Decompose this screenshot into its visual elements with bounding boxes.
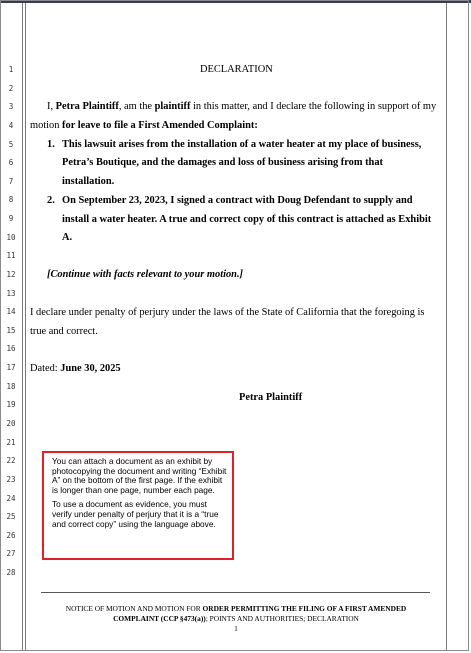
margin-rule-left-outer	[22, 3, 23, 651]
item-1-line-2: Petra’s Boutique, and the damages and loss of business arising from that	[62, 157, 383, 168]
instruction-paragraph-1: You can attach a document as an exhibit by photocopying the document and writing “Exhibit A” on the bottom of the first page. If the exhibit is longer than one page, number each page.	[52, 456, 227, 495]
instruction-callout	[42, 451, 234, 560]
line-number: 2	[8, 83, 14, 93]
line-number: 21	[6, 437, 16, 447]
continue-note: [Continue with facts relevant to your motion.]	[47, 269, 243, 280]
instruction-paragraph-2: To use a document as evidence, you must verify under penalty of perjury that it is a “true and correct copy” using the language above.	[52, 499, 219, 529]
line-number: 17	[6, 363, 16, 373]
line-number: 3	[8, 102, 14, 112]
line-number: 27	[6, 549, 16, 559]
line-number: 20	[6, 419, 16, 428]
item-2-number: 2.	[47, 195, 55, 206]
line-number: 23	[6, 474, 16, 484]
dated-line: Dated: June 30, 2025	[30, 363, 121, 374]
item-2-line-2: install a water heater. A true and correct copy of this contract is attached as Exhibit	[62, 214, 432, 225]
line-number: 1	[8, 65, 14, 74]
footer-line-2: COMPLAINT (CCP §473(a)); POINTS AND AUTHORITIES; DECLARATION	[113, 614, 359, 623]
line-number: 10	[6, 232, 16, 242]
page-number: 1	[234, 624, 238, 633]
line-number: 24	[6, 493, 16, 503]
line-number: 6	[8, 158, 14, 168]
line-number: 19	[6, 400, 16, 410]
declaration-line-2: true and correct.	[30, 326, 98, 337]
dated-value: June 30, 2025	[60, 363, 121, 374]
item-2-line-3: A.	[62, 232, 73, 243]
line-number: 13	[6, 288, 16, 298]
line-number: 18	[6, 381, 16, 391]
item-1-line-3: installation.	[62, 176, 115, 187]
margin-rule-right	[446, 3, 447, 651]
item-2-line-1: On September 23, 2023, I signed a contract with Doug Defendant to supply and	[62, 195, 413, 206]
line-number: 9	[8, 214, 14, 223]
declaration-line-1: I declare under penalty of perjury under the laws of the State of California that the foregoing is	[30, 307, 425, 318]
line-number: 12	[6, 269, 16, 279]
declarant-name: Petra Plaintiff	[55, 101, 119, 112]
intro-line-2: motion for leave to file a First Amended Complaint:	[30, 120, 258, 131]
line-number: 16	[6, 344, 16, 354]
margin-rule-left-inner	[25, 3, 26, 651]
line-number: 28	[6, 568, 16, 577]
line-number: 11	[6, 251, 16, 261]
line-number: 7	[8, 176, 14, 186]
line-number: 5	[8, 139, 14, 149]
signer-name: Petra Plaintiff	[239, 392, 303, 403]
line-number: 8	[8, 195, 14, 205]
line-number: 4	[8, 120, 14, 130]
line-number: 22	[6, 456, 16, 466]
footer-line-1: NOTICE OF MOTION AND MOTION FOR ORDER PERMITTING THE FILING OF A FIRST AMENDED	[65, 604, 407, 613]
line-number: 14	[6, 307, 16, 317]
footer-rule	[41, 592, 430, 593]
line-number: 25	[6, 512, 16, 522]
line-number: 15	[6, 325, 16, 335]
line-number: 26	[6, 530, 16, 540]
item-1-number: 1.	[47, 139, 55, 150]
intro-line-1: I, Petra Plaintiff, am the plaintiff in this matter, and I declare the following in support of my	[47, 101, 437, 112]
page-title: DECLARATION	[200, 64, 273, 75]
item-1-line-1: This lawsuit arises from the installation of a water heater at my place of business,	[62, 139, 422, 150]
